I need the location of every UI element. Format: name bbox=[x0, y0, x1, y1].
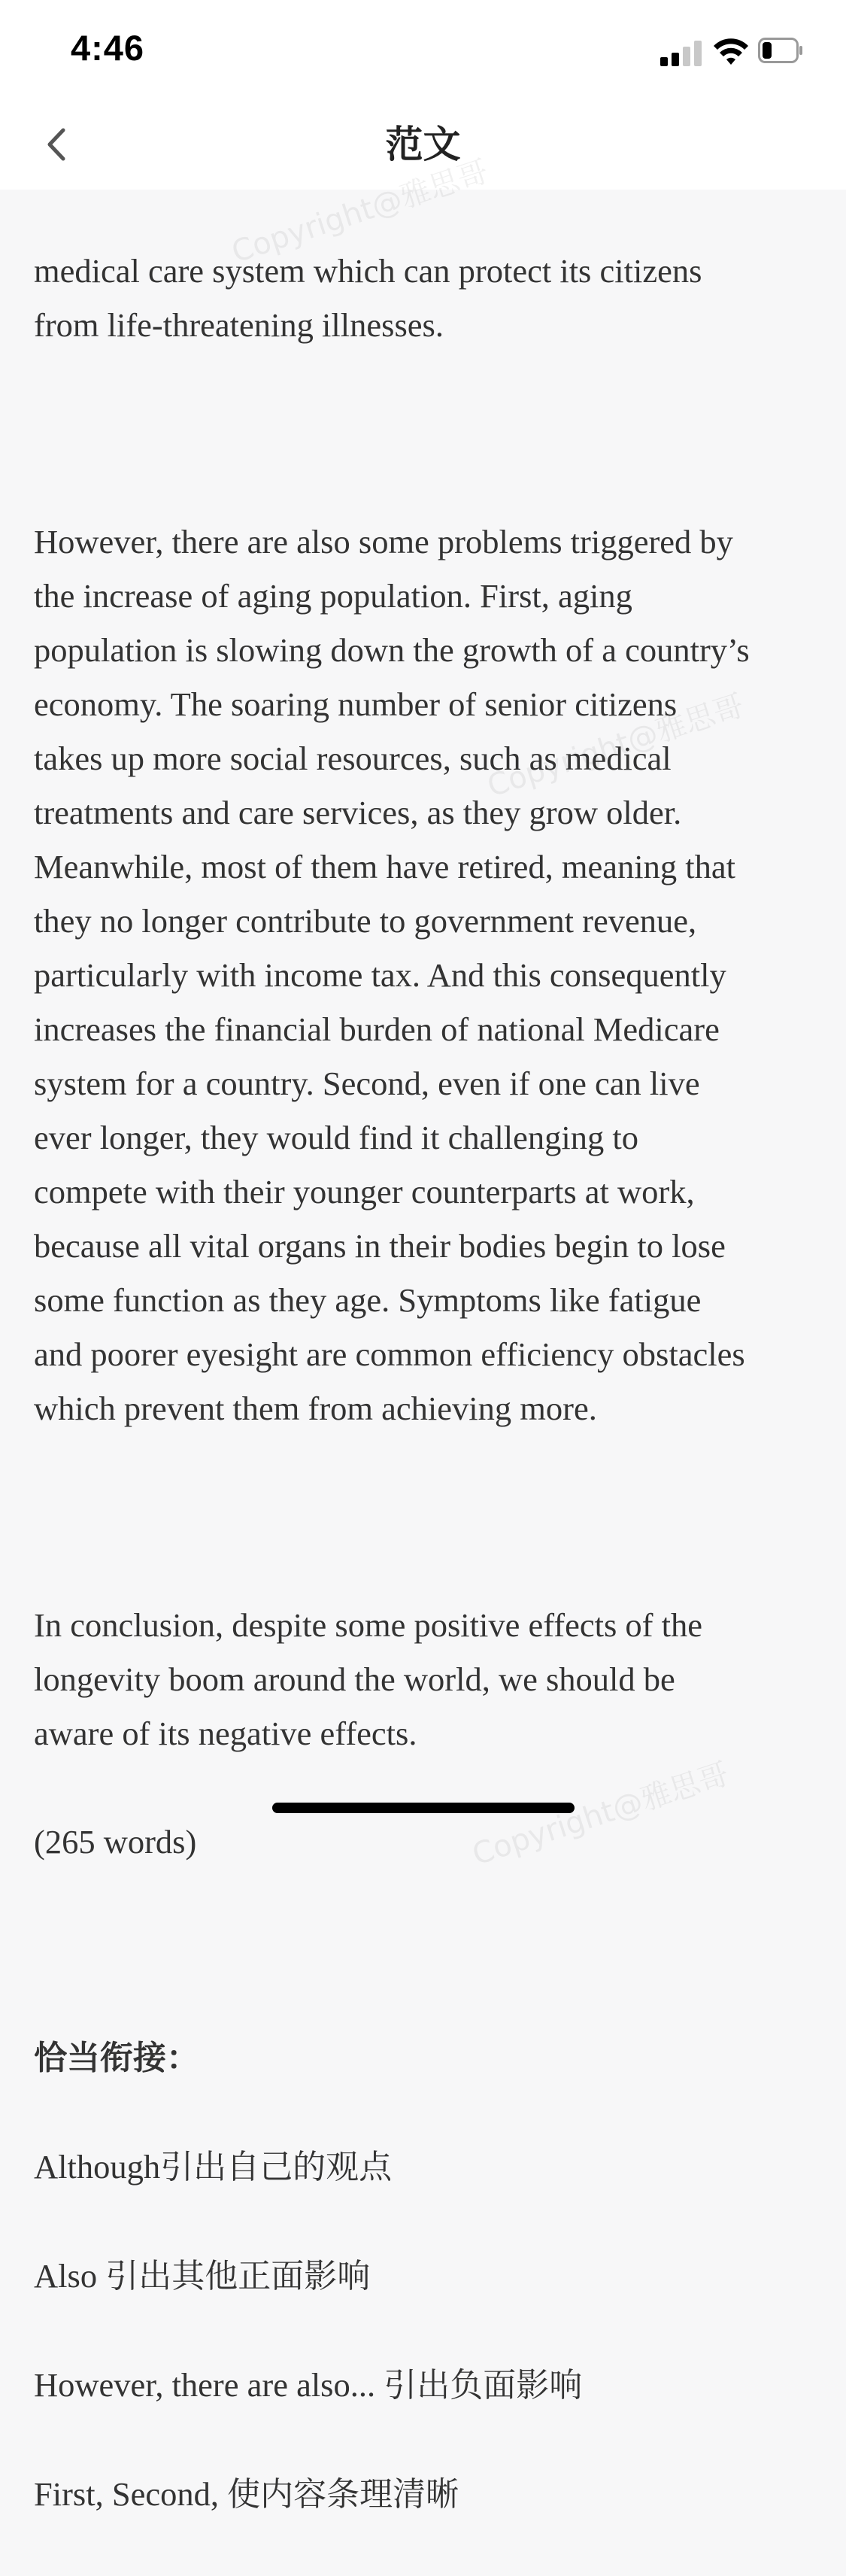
copyright-watermark: Copyright@雅思哥 bbox=[227, 154, 493, 270]
notes-item-explanation: 使内容条理清晰 bbox=[227, 2475, 459, 2514]
notes-item-explanation: 引出自己的观点 bbox=[160, 2148, 393, 2186]
home-indicator[interactable] bbox=[272, 1803, 575, 1813]
notes-heading: 恰当衔接： bbox=[34, 2039, 199, 2077]
back-button[interactable] bbox=[30, 114, 83, 175]
notes-item-term: However, there are also... bbox=[34, 2366, 384, 2404]
notes-item-explanation: 引出负面影响 bbox=[384, 2366, 583, 2404]
word-count: (265 words) bbox=[34, 1823, 197, 1861]
copyright-watermark: Copyright@雅思哥 bbox=[468, 1757, 733, 1873]
notes-item-explanation: 引出其他正面影响 bbox=[105, 2257, 371, 2295]
notes-item-term: Also bbox=[34, 2257, 106, 2295]
cellular-signal-icon bbox=[660, 39, 702, 66]
page-title: 范文 bbox=[385, 123, 461, 166]
essay-paragraph: medical care system which can protect its citizens from life-threatening illnesses. bbox=[34, 252, 702, 344]
chevron-left-icon bbox=[44, 126, 69, 163]
navigation-bar bbox=[0, 99, 846, 190]
wifi-icon bbox=[713, 36, 749, 66]
notes-item-term: First, Second, bbox=[34, 2475, 228, 2513]
status-bar bbox=[0, 0, 846, 99]
notes-item bbox=[34, 2358, 823, 2413]
notes-item-term: Although bbox=[34, 2148, 161, 2186]
notes-item bbox=[34, 2467, 823, 2522]
status-time: 4:46 bbox=[71, 28, 145, 68]
copyright-watermark: Copyright@雅思哥 bbox=[483, 688, 748, 804]
essay-content bbox=[34, 190, 823, 2576]
notes-item bbox=[34, 2140, 823, 2195]
battery-icon bbox=[758, 38, 803, 63]
notes-item bbox=[34, 2249, 823, 2304]
essay-paragraph: However, there are also some problems triggered by the increase of aging population. First, aging population is slowing down the growth of a country’s economy. The soaring number of senior citizens takes up more social resources, such as medical treatments and care services, as they grow older. Meanwhile, most of them have retired, meaning that they no longer contribute to government revenue, particularly with income tax. And this consequently increases the financial burden of national Medicare system for a country. Second, even if one can live ever longer, they would find it challenging to compete with their younger counterparts at work, because all vital organs in their bodies begin to lose some function as they age. Symptoms like fatigue and poorer eyesight are common efficiency obstacles which prevent them from achieving more. bbox=[34, 523, 750, 1427]
essay-paragraph: In conclusion, despite some positive effects of the longevity boom around the world, we should be aware of its negative effects. bbox=[34, 1606, 702, 1752]
